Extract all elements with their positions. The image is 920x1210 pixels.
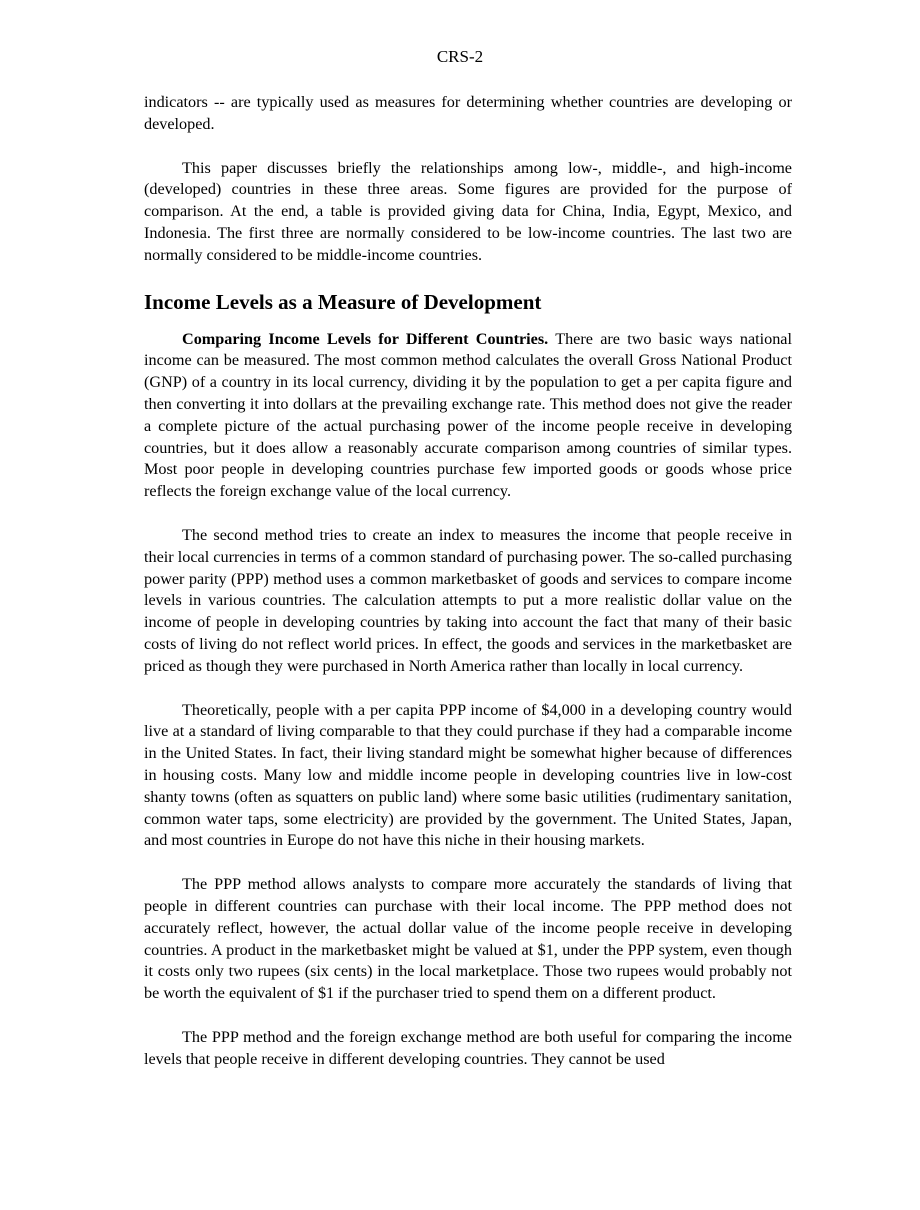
paragraph-ppp-accuracy: The PPP method allows analysts to compare more accurately the standards of living that people in different countries can purchase with their local income. The PPP method does not accurately reflect, however, the actual dollar value of the income people receive in developing countries. A product in the marketbasket might be valued at $1, under the PPP system, even though it costs only two rupees (six cents) in the local marketplace. Those two rupees would probably not be worth the equivalent of $1 if the purchaser tried to spend them on a different product. [144,875,792,1003]
paragraph-continuation: indicators -- are typically used as measures for determining whether countries are developing or developed. [144,93,792,133]
page-number-header: CRS-2 [436,47,484,66]
paragraph-ppp-method: The second method tries to create an index to measures the income that people receive in their local currencies in terms of a common standard of purchasing power. The so-called purchasing power parity (PPP) method uses a common marketbasket of goods and services to compare income levels in various countries. The calculation attempts to put a more realistic dollar value on the income of people in developing countries by taking into account the fact that many of their basic costs of living do not reflect world prices. In effect, the goods and services in the marketbasket are priced as though they were purchased in North America rather than locally in local currency. [144,525,792,675]
section-heading: Income Levels as a Measure of Development [144,289,542,314]
paragraph-comparing-income-text: There are two basic ways national income can be measured. The most common method calculates the overall Gross National Product (GNP) of a country in its local currency, dividing it by the population to get a per capita figure and then converting it into dollars at the prevailing exchange rate. This method does not give the reader a complete picture of the actual purchasing power of the income people receive in developing countries, but it does allow a reasonably accurate comparison among countries of similar types. Most poor people in developing countries purchase few imported goods or goods whose price reflects the foreign exchange value of the local currency. [144,329,792,501]
run-in-heading: Comparing Income Levels for Different Countries. [182,329,549,348]
paragraph-comparing-income [144,329,792,503]
paragraph-intro: This paper discusses briefly the relationships among low-, middle-, and high-income (developed) countries in these three areas. Some figures are provided for the purpose of comparison. At the end, a table is provided giving data for China, India, Egypt, Mexico, and Indonesia. The first three are normally considered to be low-income countries. The last two are normally considered to be middle-income countries. [144,158,792,264]
paragraph-theoretical: Theoretically, people with a per capita PPP income of $4,000 in a developing country would live at a standard of living comparable to that they could purchase if they had a comparable income in the United States. In fact, their living standard might be somewhat higher because of differences in housing costs. Many low and middle income people in developing countries live in low-cost shanty towns (often as squatters on public land) where some basic utilities (rudimentary sanitation, common water taps, some electricity) are provided by the government. The United States, Japan, and most countries in Europe do not have this niche in their housing markets. [144,700,792,850]
paragraph-both-methods: The PPP method and the foreign exchange method are both useful for comparing the income levels that people receive in different developing countries. They cannot be used [144,1027,792,1068]
document-body [144,92,792,1070]
